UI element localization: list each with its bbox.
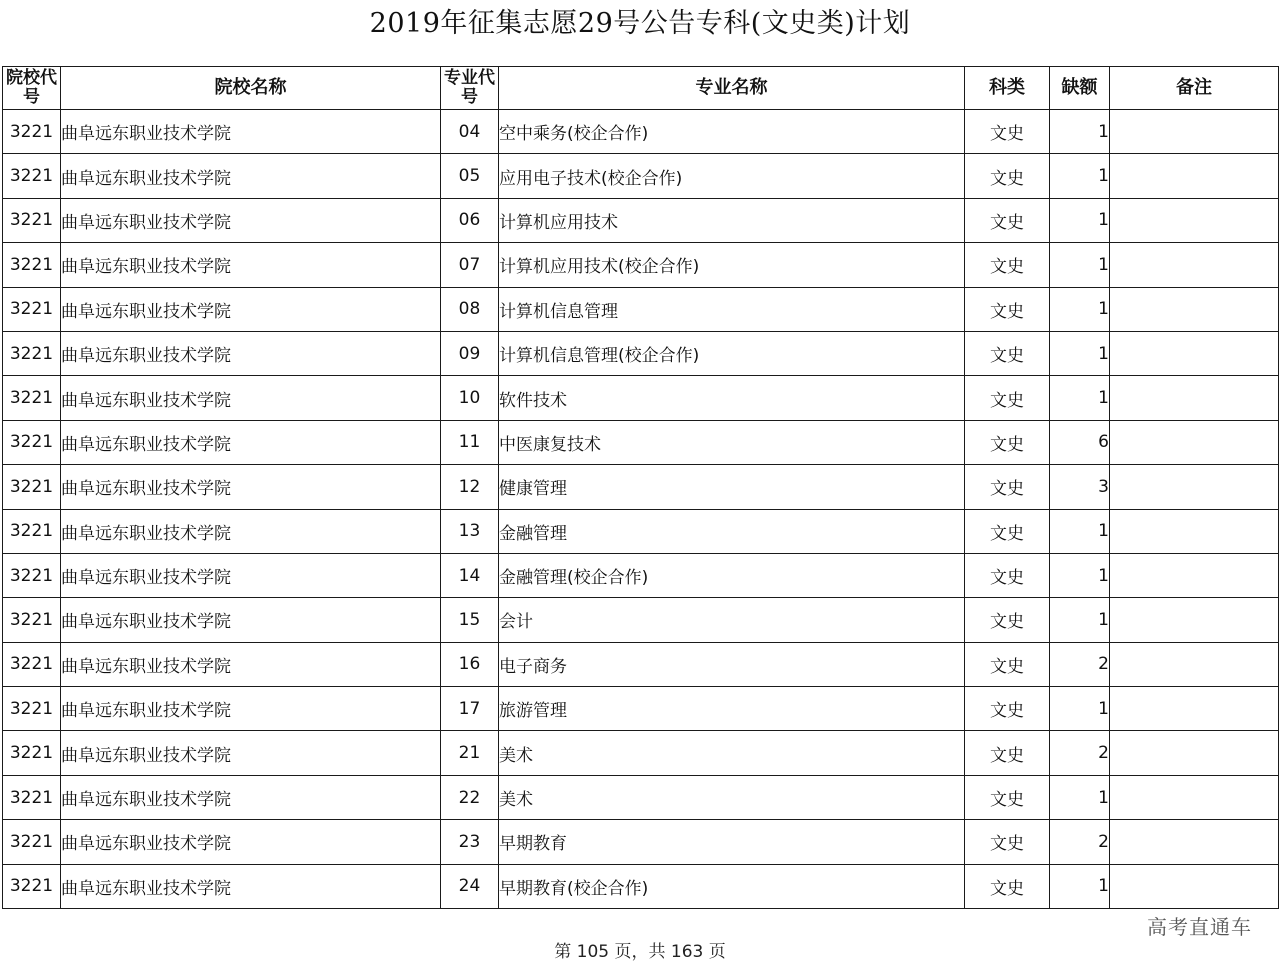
cell-school-name: 曲阜远东职业技术学院 bbox=[61, 598, 441, 642]
cell-school-name: 曲阜远东职业技术学院 bbox=[61, 509, 441, 553]
cell-major-code: 23 bbox=[441, 820, 499, 864]
cell-note bbox=[1110, 154, 1279, 198]
cell-school-name: 曲阜远东职业技术学院 bbox=[61, 110, 441, 154]
cell-major-name: 电子商务 bbox=[499, 642, 965, 686]
cell-major-name: 早期教育 bbox=[499, 820, 965, 864]
cell-category: 文史 bbox=[965, 420, 1050, 464]
cell-school-name: 曲阜远东职业技术学院 bbox=[61, 820, 441, 864]
cell-school-name: 曲阜远东职业技术学院 bbox=[61, 376, 441, 420]
cell-school-code: 3221 bbox=[3, 820, 61, 864]
cell-category: 文史 bbox=[965, 376, 1050, 420]
cell-major-code: 06 bbox=[441, 198, 499, 242]
cell-quota: 6 bbox=[1050, 420, 1110, 464]
cell-major-name: 金融管理 bbox=[499, 509, 965, 553]
cell-category: 文史 bbox=[965, 110, 1050, 154]
cell-note bbox=[1110, 731, 1279, 775]
cell-quota: 1 bbox=[1050, 243, 1110, 287]
table-row bbox=[3, 198, 1279, 242]
cell-school-code: 3221 bbox=[3, 553, 61, 597]
cell-category: 文史 bbox=[965, 198, 1050, 242]
cell-school-code: 3221 bbox=[3, 864, 61, 908]
cell-major-name: 旅游管理 bbox=[499, 687, 965, 731]
cell-major-name: 健康管理 bbox=[499, 465, 965, 509]
cell-school-name: 曲阜远东职业技术学院 bbox=[61, 465, 441, 509]
table-row bbox=[3, 110, 1279, 154]
cell-note bbox=[1110, 465, 1279, 509]
cell-category: 文史 bbox=[965, 775, 1050, 819]
cell-major-name: 空中乘务(校企合作) bbox=[499, 110, 965, 154]
cell-note bbox=[1110, 509, 1279, 553]
header-major-name: 专业名称 bbox=[499, 67, 965, 110]
cell-note bbox=[1110, 331, 1279, 375]
cell-category: 文史 bbox=[965, 731, 1050, 775]
page-number: 第 105 页，共 163 页 bbox=[554, 942, 726, 962]
header-major-code: 专业代号 bbox=[441, 67, 499, 110]
table-row bbox=[3, 864, 1279, 908]
cell-category: 文史 bbox=[965, 287, 1050, 331]
cell-school-code: 3221 bbox=[3, 731, 61, 775]
cell-school-name: 曲阜远东职业技术学院 bbox=[61, 553, 441, 597]
cell-school-code: 3221 bbox=[3, 110, 61, 154]
cell-school-name: 曲阜远东职业技术学院 bbox=[61, 243, 441, 287]
cell-quota: 2 bbox=[1050, 820, 1110, 864]
cell-major-code: 11 bbox=[441, 420, 499, 464]
cell-category: 文史 bbox=[965, 509, 1050, 553]
cell-note bbox=[1110, 287, 1279, 331]
cell-quota: 1 bbox=[1050, 287, 1110, 331]
table-row bbox=[3, 465, 1279, 509]
cell-note bbox=[1110, 110, 1279, 154]
table-row bbox=[3, 376, 1279, 420]
cell-major-name: 中医康复技术 bbox=[499, 420, 965, 464]
cell-major-name: 早期教育(校企合作) bbox=[499, 864, 965, 908]
cell-category: 文史 bbox=[965, 642, 1050, 686]
cell-school-name: 曲阜远东职业技术学院 bbox=[61, 687, 441, 731]
cell-major-code: 04 bbox=[441, 110, 499, 154]
cell-major-name: 会计 bbox=[499, 598, 965, 642]
table-row bbox=[3, 243, 1279, 287]
cell-major-code: 10 bbox=[441, 376, 499, 420]
cell-school-code: 3221 bbox=[3, 775, 61, 819]
cell-major-code: 13 bbox=[441, 509, 499, 553]
header-quota: 缺额 bbox=[1050, 67, 1110, 110]
cell-category: 文史 bbox=[965, 553, 1050, 597]
cell-school-name: 曲阜远东职业技术学院 bbox=[61, 731, 441, 775]
cell-note bbox=[1110, 820, 1279, 864]
cell-quota: 1 bbox=[1050, 509, 1110, 553]
cell-major-code: 15 bbox=[441, 598, 499, 642]
cell-school-code: 3221 bbox=[3, 287, 61, 331]
cell-school-name: 曲阜远东职业技术学院 bbox=[61, 287, 441, 331]
cell-quota: 1 bbox=[1050, 331, 1110, 375]
cell-major-name: 美术 bbox=[499, 775, 965, 819]
table-row bbox=[3, 154, 1279, 198]
cell-quota: 1 bbox=[1050, 154, 1110, 198]
cell-quota: 1 bbox=[1050, 110, 1110, 154]
cell-quota: 2 bbox=[1050, 642, 1110, 686]
cell-note bbox=[1110, 642, 1279, 686]
table-row bbox=[3, 642, 1279, 686]
cell-major-code: 21 bbox=[441, 731, 499, 775]
table-row bbox=[3, 420, 1279, 464]
cell-quota: 2 bbox=[1050, 731, 1110, 775]
header-school-code: 院校代号 bbox=[3, 67, 61, 110]
table-row bbox=[3, 331, 1279, 375]
cell-major-name: 计算机应用技术(校企合作) bbox=[499, 243, 965, 287]
cell-major-code: 14 bbox=[441, 553, 499, 597]
cell-school-code: 3221 bbox=[3, 642, 61, 686]
cell-category: 文史 bbox=[965, 687, 1050, 731]
table-row bbox=[3, 731, 1279, 775]
cell-category: 文史 bbox=[965, 820, 1050, 864]
cell-major-code: 08 bbox=[441, 287, 499, 331]
table-header bbox=[3, 67, 1279, 110]
cell-major-name: 美术 bbox=[499, 731, 965, 775]
cell-note bbox=[1110, 775, 1279, 819]
cell-school-name: 曲阜远东职业技术学院 bbox=[61, 864, 441, 908]
cell-quota: 1 bbox=[1050, 598, 1110, 642]
cell-school-code: 3221 bbox=[3, 198, 61, 242]
cell-major-name: 软件技术 bbox=[499, 376, 965, 420]
cell-school-name: 曲阜远东职业技术学院 bbox=[61, 775, 441, 819]
watermark-text: 高考直通车 bbox=[1147, 915, 1252, 939]
cell-note bbox=[1110, 598, 1279, 642]
cell-major-code: 16 bbox=[441, 642, 499, 686]
cell-school-name: 曲阜远东职业技术学院 bbox=[61, 642, 441, 686]
page-title: 2019年征集志愿29号公告专科(文史类)计划 bbox=[369, 8, 911, 39]
cell-note bbox=[1110, 687, 1279, 731]
cell-note bbox=[1110, 198, 1279, 242]
table-body bbox=[3, 110, 1279, 909]
cell-school-code: 3221 bbox=[3, 465, 61, 509]
cell-major-code: 17 bbox=[441, 687, 499, 731]
cell-note bbox=[1110, 376, 1279, 420]
cell-major-name: 计算机信息管理(校企合作) bbox=[499, 331, 965, 375]
table-row bbox=[3, 553, 1279, 597]
table-row bbox=[3, 820, 1279, 864]
cell-category: 文史 bbox=[965, 465, 1050, 509]
cell-category: 文史 bbox=[965, 598, 1050, 642]
cell-school-code: 3221 bbox=[3, 420, 61, 464]
cell-school-code: 3221 bbox=[3, 509, 61, 553]
header-category: 科类 bbox=[965, 67, 1050, 110]
cell-quota: 3 bbox=[1050, 465, 1110, 509]
cell-school-code: 3221 bbox=[3, 331, 61, 375]
cell-major-name: 计算机信息管理 bbox=[499, 287, 965, 331]
cell-major-code: 24 bbox=[441, 864, 499, 908]
cell-category: 文史 bbox=[965, 864, 1050, 908]
table-row bbox=[3, 775, 1279, 819]
cell-school-name: 曲阜远东职业技术学院 bbox=[61, 198, 441, 242]
cell-note bbox=[1110, 420, 1279, 464]
table-row bbox=[3, 509, 1279, 553]
cell-school-name: 曲阜远东职业技术学院 bbox=[61, 331, 441, 375]
header-school-name: 院校名称 bbox=[61, 67, 441, 110]
cell-school-code: 3221 bbox=[3, 598, 61, 642]
cell-quota: 1 bbox=[1050, 775, 1110, 819]
cell-major-code: 07 bbox=[441, 243, 499, 287]
cell-major-name: 计算机应用技术 bbox=[499, 198, 965, 242]
cell-school-code: 3221 bbox=[3, 687, 61, 731]
header-row bbox=[3, 67, 1279, 110]
cell-major-code: 09 bbox=[441, 331, 499, 375]
header-note: 备注 bbox=[1110, 67, 1279, 110]
cell-school-code: 3221 bbox=[3, 376, 61, 420]
table-row bbox=[3, 687, 1279, 731]
cell-school-name: 曲阜远东职业技术学院 bbox=[61, 154, 441, 198]
cell-major-code: 05 bbox=[441, 154, 499, 198]
enrollment-plan-table bbox=[2, 66, 1279, 909]
cell-school-name: 曲阜远东职业技术学院 bbox=[61, 420, 441, 464]
cell-category: 文史 bbox=[965, 154, 1050, 198]
cell-quota: 1 bbox=[1050, 553, 1110, 597]
cell-major-code: 22 bbox=[441, 775, 499, 819]
cell-major-code: 12 bbox=[441, 465, 499, 509]
cell-category: 文史 bbox=[965, 331, 1050, 375]
cell-major-name: 金融管理(校企合作) bbox=[499, 553, 965, 597]
cell-major-name: 应用电子技术(校企合作) bbox=[499, 154, 965, 198]
cell-quota: 1 bbox=[1050, 376, 1110, 420]
table-row bbox=[3, 287, 1279, 331]
cell-quota: 1 bbox=[1050, 864, 1110, 908]
table-row bbox=[3, 598, 1279, 642]
cell-note bbox=[1110, 243, 1279, 287]
cell-quota: 1 bbox=[1050, 687, 1110, 731]
cell-note bbox=[1110, 864, 1279, 908]
cell-school-code: 3221 bbox=[3, 243, 61, 287]
cell-school-code: 3221 bbox=[3, 154, 61, 198]
cell-category: 文史 bbox=[965, 243, 1050, 287]
cell-note bbox=[1110, 553, 1279, 597]
cell-quota: 1 bbox=[1050, 198, 1110, 242]
